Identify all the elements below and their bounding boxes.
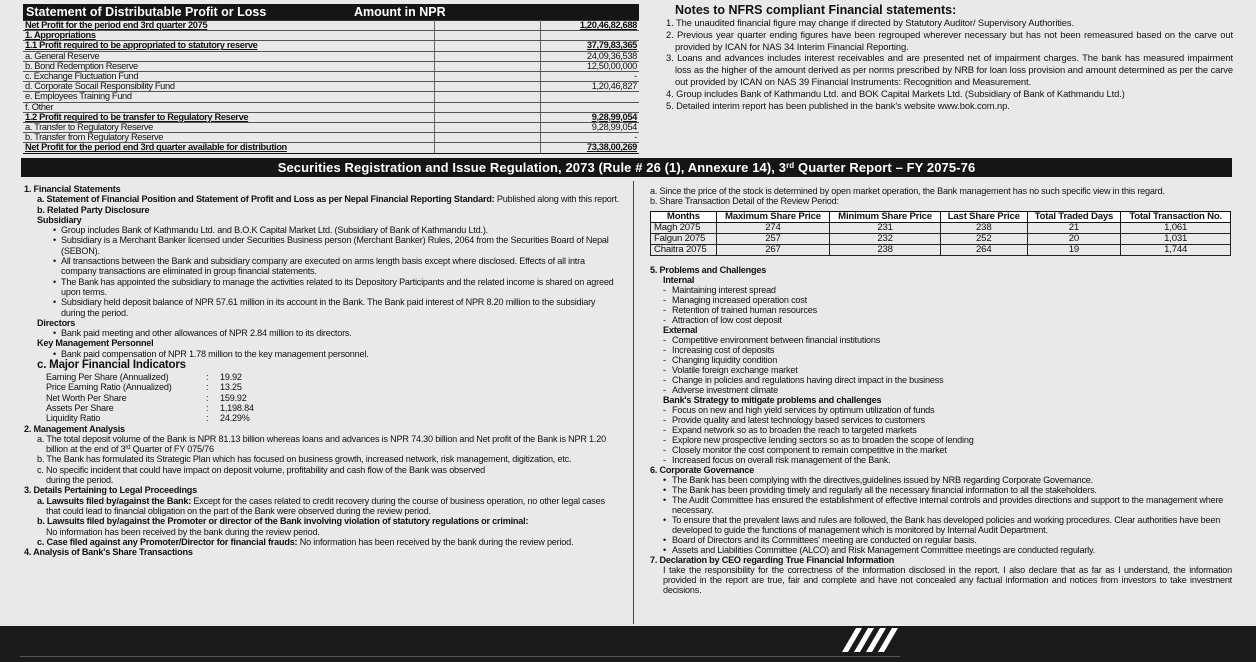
directors-bullet: • Bank paid meeting and other allowances of NPR 2.84 million to its directors. (24, 328, 620, 338)
item-3b-bold: b. Lawsuits filed by/against the Promoter or director of the Bank involving violation of statutory regulations or criminal: (37, 516, 529, 527)
share-table-cell: 264 (941, 245, 1027, 256)
list-item (650, 375, 1232, 385)
share-table-header: Minimum Share Price (830, 212, 941, 223)
governance-item (650, 495, 1232, 515)
share-table-header: Maximum Share Price (716, 212, 829, 223)
note-item: 4. Group includes Bank of Kathmandu Ltd. and BOK Capital Markets Ltd. (Subsidiary of Bank of Kathmandu Ltd.) (666, 87, 1125, 99)
list-item-text: Focus on new and high yield services by optimum utilization of funds (672, 405, 935, 415)
indicator-name: Assets Per Share (46, 402, 114, 413)
statement-row-amount: 9,28,99,054 (540, 112, 639, 122)
share-table-cell: 21 (1027, 223, 1121, 234)
nfrs-notes (647, 4, 1233, 111)
column-divider (633, 181, 634, 624)
share-table-cell: 238 (941, 223, 1027, 234)
note-item: 5. Detailed interim report has been published in the bank's website www.bok.com.np. (666, 99, 1010, 111)
directors-heading: Directors (37, 317, 76, 328)
note-item: 2. Previous year quarter ending figures have been regrouped wherever necessary but has not been remeasured based on the carve out provided by ICAN for NAS 34 Interim Financial Reporting. (666, 28, 1233, 52)
statement-row-amount: 1,20,46,82,688 (540, 21, 639, 31)
statement-row-amount (540, 92, 639, 102)
indicator-row (24, 393, 620, 403)
item-2a (24, 434, 620, 455)
list-item (650, 315, 1232, 325)
ceo-declaration-text: I take the responsibility for the correctness of the information disclosed in the report. I also declare that as far as I understand, the information provided in the report are true, fair and complete and have not concealed any factual information and notices from investors to take investment decisions. (663, 565, 1232, 595)
statement-row-spacer (434, 123, 540, 133)
subsidiary-heading: Subsidiary (37, 214, 82, 225)
list-item-text: Increasing cost of deposits (672, 345, 775, 355)
share-table-header: Total Transaction No. (1121, 212, 1231, 223)
governance-item-text: The Bank has been providing timely and regularly all the necessary financial information to all the stakeholders. (672, 485, 1097, 495)
list-item (650, 365, 1232, 375)
share-table-cell: 1,061 (1121, 223, 1231, 234)
notes-list (647, 17, 1233, 111)
item-3c-bold: c. Case filed against any Promoter/Director for financial frauds: (37, 536, 298, 547)
list-item (650, 435, 1232, 445)
note-item: 1. The unaudited financial figure may change if directed by Statutory Auditor/ Supervisory Authorities. (666, 17, 1074, 28)
statement-row-spacer (434, 21, 540, 31)
governance-item-text: Assets and Liabilities Committee (ALCO) and Risk Management Committee meetings are conducted regularly. (672, 545, 1095, 555)
share-table-cell: Chaitra 2075 (651, 245, 717, 256)
list-item (650, 345, 1232, 355)
indicator-name: Net Worth Per Share (46, 392, 127, 403)
governance-item-text: Board of Directors and its Committees' meeting are conducted on regular basis. (672, 535, 977, 545)
section-corporate-governance: 6. Corporate Governance (650, 465, 755, 475)
item-3a (24, 496, 620, 517)
statement-row-label: a. Transfer to Regulatory Reserve (23, 123, 434, 133)
amount-header: Amount in NPR (354, 5, 446, 19)
subsidiary-bullets (24, 225, 620, 318)
left-column (24, 184, 620, 557)
item-1b: b. Related Party Disclosure (37, 204, 150, 215)
item-3a-bold: a. Lawsuits filed by/against the Bank: (37, 495, 192, 506)
statement-row-label: 1.2 Profit required to be transfer to Regulatory Reserve (23, 112, 434, 122)
section-legal-proceedings: 3. Details Pertaining to Legal Proceedings (24, 485, 198, 496)
list-item-text: Attraction of low cost deposit (672, 315, 782, 325)
report-banner (21, 158, 1232, 177)
statement-header (23, 4, 639, 20)
list-item (650, 355, 1232, 365)
share-table-row (651, 223, 1231, 234)
section-management-analysis: 2. Management Analysis (24, 423, 125, 434)
statement-row-label: a. General Reserve (23, 51, 434, 61)
list-item-text: Closely monitor the cost component to remain competitive in the market (672, 445, 947, 455)
item-1a (24, 194, 620, 204)
share-table-cell: 267 (716, 245, 829, 256)
list-item-text: Provide quality and latest technology based services to customers (672, 415, 925, 425)
list-item-text: Retention of trained human resources (672, 305, 817, 315)
statement-row (23, 21, 639, 31)
statement-row (23, 51, 639, 61)
share-table-cell: 232 (830, 234, 941, 245)
list-item-text: Expand network so as to broaden the reach to targeted markets (672, 425, 917, 435)
statement-row-amount: 37,79,83,365 (540, 41, 639, 51)
indicator-name: Liquidity Ratio (46, 413, 101, 424)
list-item (650, 305, 1232, 315)
list-item-text: Increased focus on overall risk management of the Bank. (672, 455, 891, 465)
subsidiary-bullet-text: Subsidiary held deposit balance of NPR 57.61 million in its account in the Bank. The Bank paid interest of NPR 8.20 million to the subsidiary during the period. (61, 297, 596, 318)
banner-sup: rd (786, 161, 795, 170)
item-3c-rest: No information has been received by the bank during the review period. (297, 536, 574, 547)
share-table-cell: 20 (1027, 234, 1121, 245)
subsidiary-bullet (24, 256, 620, 277)
share-table-header: Months (651, 212, 717, 223)
statement-row-spacer (434, 61, 540, 71)
statement-row-amount: 9,28,99,054 (540, 123, 639, 133)
statement-row-spacer (434, 133, 540, 143)
share-table-cell: 1,031 (1121, 234, 1231, 245)
statement-row-amount: 1,20,46,827 (540, 82, 639, 92)
indicator-row (24, 413, 620, 423)
share-table-cell: 1,744 (1121, 245, 1231, 256)
indicator-row (24, 372, 620, 382)
indicator-name: Earning Per Share (Annualized) (46, 372, 169, 383)
statement-row-amount: - (540, 72, 639, 82)
list-item (650, 415, 1232, 425)
governance-item (650, 515, 1232, 535)
indicator-colon: : (206, 402, 209, 413)
statement-row-amount: 12,50,00,000 (540, 61, 639, 71)
indicator-value: 1,198.84 (220, 402, 254, 413)
list-item (650, 455, 1232, 465)
list-item-text: Maintaining interest spread (672, 285, 776, 295)
strategy-heading: Bank's Strategy to mitigate problems and challenges (663, 395, 882, 405)
statement-row-label: c. Exchange Fluctuation Fund (23, 72, 434, 82)
subsidiary-bullet-text: All transactions between the Bank and subsidiary company are executed on arms length basis except where disclosed. Effects of all intra company transactions are eliminated in group financial statements. (61, 256, 585, 277)
section-financial-statements: 1. Financial Statements (24, 184, 121, 194)
statement-row (23, 92, 639, 102)
item-4b: b. Share Transaction Detail of the Review Period: (650, 196, 839, 206)
item-4a: a. Since the price of the stock is determined by open market operation, the Bank management has no such specific view in this regard. (650, 186, 1165, 196)
subsidiary-bullet (24, 297, 620, 318)
item-2c: c. No specific incident that could have impact on deposit volume, profitability and cash flow of the Bank was observed (37, 464, 486, 475)
statement-row-label: Net Profit for the period end 3rd quarter 2075 (23, 21, 434, 31)
list-item-text: Adverse investment climate (672, 385, 778, 395)
list-item (650, 335, 1232, 345)
statement-row (23, 41, 639, 51)
statement-row-spacer (434, 112, 540, 122)
item-3b-rest: No information has been received by the bank during the review period. (46, 526, 320, 537)
statement-row (23, 31, 639, 41)
indicator-value: 13.25 (220, 382, 242, 393)
external-heading: External (663, 325, 698, 335)
statement-row-amount: 24,09,36,538 (540, 51, 639, 61)
indicator-value: 19.92 (220, 372, 242, 383)
governance-item (650, 535, 1232, 545)
share-table-row (651, 234, 1231, 245)
governance-item-text: To ensure that the prevalent laws and rules are followed, the Bank has developed policies and working procedures. Clear authorities have been developed to guide the functions of management which is monitored by Internal Audit Department. (672, 515, 1221, 535)
subsidiary-bullet (24, 225, 620, 235)
item-2b: b. The Bank has formulated its Strategic Plan which has focused on business growth, increased network, risk management, digitization, etc. (37, 454, 572, 465)
statement-row (23, 61, 639, 71)
item-2a-text-end: Quarter of FY 075/76 (130, 444, 214, 455)
statement-title: Statement of Distributable Profit or Loss (26, 5, 267, 19)
statement-row-spacer (434, 102, 540, 112)
statement-row-spacer (434, 51, 540, 61)
share-table-cell: Falgun 2075 (651, 234, 717, 245)
indicator-row (24, 382, 620, 392)
statement-row (23, 112, 639, 122)
statement-row-spacer (434, 72, 540, 82)
governance-item (650, 545, 1232, 555)
statement-row (23, 72, 639, 82)
list-item (650, 285, 1232, 295)
list-item-text: Change in policies and regulations having direct impact in the business (672, 375, 944, 385)
item-2a-text: a. The total deposit volume of the Bank is NPR 81.13 billion whereas loans and advances is NPR 74.30 billion and Net profit of the Bank is NPR 1.20 billion at the end of 3 (37, 433, 606, 455)
list-item-text: Competitive environment between financial institutions (672, 335, 881, 345)
subsidiary-bullet (24, 277, 620, 298)
internal-list (650, 285, 1232, 325)
list-item (650, 295, 1232, 305)
statement-row-label: b. Bond Redemption Reserve (23, 61, 434, 71)
statement-row-amount: 73,38,00,269 (540, 143, 639, 153)
statement-row (23, 82, 639, 92)
share-table-header: Total Traded Days (1027, 212, 1121, 223)
share-table-header: Last Share Price (941, 212, 1027, 223)
share-table-cell: 274 (716, 223, 829, 234)
item-2a-sup: rd (125, 445, 131, 452)
share-table-cell: 252 (941, 234, 1027, 245)
note-item: 3. Loans and advances includes interest receivables and are presented net of impairment charges. The bank has measured impairment loss as the higher of the amount derived as per norms prescribed by NRB for loan loss provision and amount determined as per the carve out provided by ICAN on NAS 39 Financial Instruments: Recognition and Measurement. (666, 52, 1233, 87)
statement-row-label: b. Transfer from Regulatory Reserve (23, 133, 434, 143)
statement-row-label: 1.1 Profit required to be appropriated to statutory reserve (23, 41, 434, 51)
governance-item-text: The Bank has been complying with the directives,guidelines issued by NRB regarding Corporate Governance. (672, 475, 1093, 485)
statement-row-spacer (434, 41, 540, 51)
share-table-row (651, 245, 1231, 256)
share-table-cell: 257 (716, 234, 829, 245)
list-item (650, 425, 1232, 435)
indicator-colon: : (206, 413, 209, 424)
item-3c (24, 537, 620, 547)
governance-item (650, 475, 1232, 485)
list-item (650, 385, 1232, 395)
list-item-text: Volatile foreign exchange market (672, 365, 798, 375)
item-1a-rest: Published along with this report. (494, 194, 620, 205)
major-financial-indicators-title: c. Major Financial Indicators (37, 359, 186, 372)
statement-row-spacer (434, 31, 540, 41)
external-list (650, 335, 1232, 395)
list-item (650, 445, 1232, 455)
stripes-graphic (842, 628, 902, 652)
list-item (650, 405, 1232, 415)
notes-title: Notes to NFRS compliant Financial statements: (675, 3, 957, 17)
statement-row-label: f. Other (23, 102, 434, 112)
indicator-name: Price Earning Ratio (Annualized) (46, 382, 172, 393)
share-table-cell: 238 (830, 245, 941, 256)
distributable-profit-statement (23, 4, 639, 156)
subsidiary-bullet (24, 235, 620, 256)
indicator-colon: : (206, 382, 209, 393)
indicator-colon: : (206, 372, 209, 383)
statement-row-label: Net Profit for the period end 3rd quarter available for distribution (23, 143, 434, 153)
statement-row (23, 102, 639, 112)
list-item-text: Changing liquidity condition (672, 355, 778, 365)
statement-table (23, 20, 639, 154)
statement-row-spacer (434, 82, 540, 92)
statement-row-amount (540, 31, 639, 41)
section-ceo-declaration: 7. Declaration by CEO regarding True Financial Information (650, 555, 895, 565)
banner-text-a: Securities Registration and Issue Regulation, 2073 (Rule # 26 (1), Annexure 14), 3 (277, 160, 787, 175)
statement-row-spacer (434, 92, 540, 102)
list-item-text: Explore new prospective lending sectors so as to broaden the scope of lending (672, 435, 974, 445)
statement-row (23, 123, 639, 133)
subsidiary-bullet-text: The Bank has appointed the subsidiary to manage the activities related to its Depository Participants and the related income is shared on agreed upon terms. (61, 276, 614, 297)
share-table-cell: 19 (1027, 245, 1121, 256)
indicator-row (24, 403, 620, 413)
section-problems: 5. Problems and Challenges (650, 265, 767, 275)
internal-heading: Internal (663, 275, 695, 285)
indicator-value: 24.29% (220, 413, 250, 424)
list-item-text: Managing increased operation cost (672, 295, 807, 305)
statement-row-amount (540, 102, 639, 112)
indicator-colon: : (206, 392, 209, 403)
footer-rule (20, 656, 900, 657)
strategy-list (650, 405, 1232, 465)
banner-text-b: Quarter Report – FY 2075-76 (794, 160, 976, 175)
statement-row (23, 143, 639, 153)
right-column (650, 186, 1232, 595)
statement-row-spacer (434, 143, 540, 153)
share-table-cell: Magh 2075 (651, 223, 717, 234)
statement-row-amount: - (540, 133, 639, 143)
governance-list (650, 475, 1232, 555)
item-2c-cont: during the period. (46, 475, 114, 486)
financial-indicators (24, 372, 620, 423)
item-1a-bold: a. Statement of Financial Position and Statement of Profit and Loss as per Nepal Financial Reporting Standard: (37, 194, 495, 205)
share-table-cell: 231 (830, 223, 941, 234)
statement-row-label: 1. Appropriations (23, 31, 434, 41)
governance-item (650, 485, 1232, 495)
kmp-bullet: • Bank paid compensation of NPR 1.78 million to the key management personnel. (24, 349, 620, 359)
kmp-heading: Key Management Personnel (37, 338, 154, 349)
governance-item-text: The Audit Committee has ensured the establishment of effective internal controls and provides directions and support to the management where necessary. (672, 495, 1224, 515)
subsidiary-bullet-text: Group includes Bank of Kathmandu Ltd. and B.O.K Capital Market Ltd. (Subsidiary of Bank of Kathmandu Ltd.). (61, 225, 488, 236)
section-share-analysis: 4. Analysis of Bank's Share Transactions (24, 547, 193, 558)
statement-row-label: e. Employees Training Fund (23, 92, 434, 102)
subsidiary-bullet-text: Subsidiary is a Merchant Banker licensed under Securities Business person (Merchant Banker) Rules, 2064 from the Securities Board of Nepal (SEBON). (61, 235, 609, 256)
statement-row-label: d. Corporate Socail Responsibility Fund (23, 82, 434, 92)
statement-row (23, 133, 639, 143)
indicator-value: 159.92 (220, 392, 247, 403)
item-3a-rest: Except for the cases related to credit recovery during the course of business operation, no other legal cases that could lead to financial obligation on the part of the Bank were observed during the review period. (46, 495, 605, 516)
share-transaction-table (650, 211, 1231, 256)
